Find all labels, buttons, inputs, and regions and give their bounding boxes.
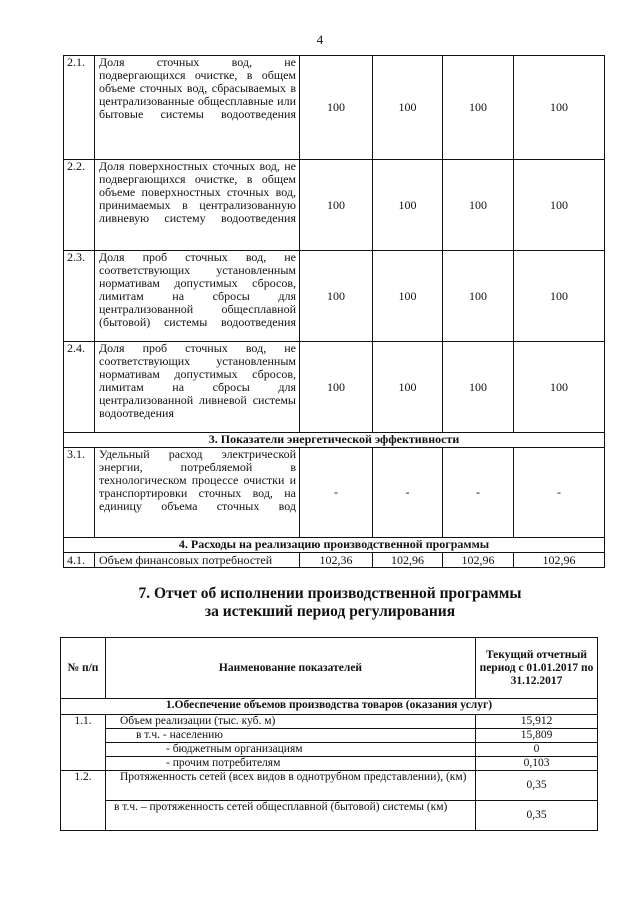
value-cell: 100 <box>300 160 373 251</box>
report-title-line1: 7. Отчет об исполнении производственной программы <box>138 585 522 602</box>
value-cell: 100 <box>443 342 514 433</box>
value-cell: 100 <box>373 342 443 433</box>
table-row <box>64 553 605 568</box>
value-cell: 100 <box>514 251 605 342</box>
value-cell: 102,96 <box>514 553 605 568</box>
value-cell: 102,96 <box>373 553 443 568</box>
indicator-name: Протяженность сетей (всех видов в однотрубном представлении), (км) <box>106 771 476 801</box>
section-header-row <box>64 433 605 448</box>
row-number: 2.1. <box>64 56 95 160</box>
page-number: 4 <box>316 32 324 47</box>
indicator-name: Объем реализации (тыс. куб. м) <box>106 715 476 729</box>
value-cell: 100 <box>300 342 373 433</box>
indicator-name: - бюджетным организациям <box>106 743 476 757</box>
table-row <box>64 448 605 538</box>
row-number: 4.1. <box>64 553 95 568</box>
table-row <box>61 729 598 743</box>
value-cell: 100 <box>514 342 605 433</box>
value-cell: 0,103 <box>476 757 598 771</box>
value-cell: 100 <box>300 56 373 160</box>
value-cell: 100 <box>443 160 514 251</box>
indicator-name: в т.ч. - населению <box>106 729 476 743</box>
column-header-name: Наименование показателей <box>106 638 476 699</box>
table-row <box>64 160 605 251</box>
row-number: 3.1. <box>64 448 95 538</box>
column-header-period: Текущий отчетный период с 01.01.2017 по 31.12.2017 <box>476 638 598 699</box>
section-header-row <box>61 699 598 715</box>
indicators-table-continued <box>63 55 605 568</box>
table-row <box>64 56 605 160</box>
table-row <box>64 251 605 342</box>
value-cell: 100 <box>514 56 605 160</box>
header-row <box>61 638 598 699</box>
row-number: 1.1. <box>61 715 106 771</box>
report-title-line2: за истекший период регулирования <box>204 603 456 620</box>
indicator-name: Доля сточных вод, не подвергающихся очистке, в общем объеме сточных вод, сбрасываемых в централизованные общесплавные или бытовые системы водоотведения <box>95 56 300 160</box>
indicator-name: в т.ч. – протяженность сетей общесплавной (бытовой) системы (км) <box>106 801 476 831</box>
table-row <box>61 801 598 831</box>
value-cell: 100 <box>373 160 443 251</box>
value-cell: 0,35 <box>476 801 598 831</box>
value-cell: 100 <box>300 251 373 342</box>
value-cell: 100 <box>443 56 514 160</box>
indicator-name: Удельный расход электрической энергии, потребляемой в технологическом процессе очистки и транспортировки сточных вод, на единицу объема сточных вод <box>95 448 300 538</box>
table-row <box>61 715 598 729</box>
value-cell: 102,36 <box>300 553 373 568</box>
row-number: 2.4. <box>64 342 95 433</box>
value-cell: - <box>373 448 443 538</box>
value-cell: 15,912 <box>476 715 598 729</box>
value-cell: 0,35 <box>476 771 598 801</box>
value-cell: 100 <box>373 251 443 342</box>
section-title: 3. Показатели энергетической эффективности <box>64 433 605 448</box>
section-header-row <box>64 538 605 553</box>
row-number: 2.3. <box>64 251 95 342</box>
table-row <box>61 743 598 757</box>
table-row <box>61 757 598 771</box>
row-number: 2.2. <box>64 160 95 251</box>
table-row <box>64 342 605 433</box>
value-cell: - <box>443 448 514 538</box>
value-cell: 100 <box>373 56 443 160</box>
report-heading <box>0 585 640 621</box>
indicator-name: Доля проб сточных вод, не соответствующих установленным нормативам допустимых сбросов, лимитам на сбросы для централизованной общесплавной (бытовой) системы водоотведения <box>95 251 300 342</box>
report-table <box>60 637 598 831</box>
value-cell: 100 <box>443 251 514 342</box>
value-cell: - <box>514 448 605 538</box>
section-title: 1.Обеспечение объемов производства товаров (оказания услуг) <box>61 699 598 715</box>
value-cell: - <box>300 448 373 538</box>
indicator-name: Объем финансовых потребностей <box>95 553 300 568</box>
row-number: 1.2. <box>61 771 106 831</box>
value-cell: 100 <box>514 160 605 251</box>
column-header-number: № п/п <box>61 638 106 699</box>
table-row <box>61 771 598 801</box>
indicator-name: Доля поверхностных сточных вод, не подвергающихся очистке, в общем объеме поверхностных сточных вод, принимаемых в централизованную ливневую систему водоотведения <box>95 160 300 251</box>
indicator-name: Доля проб сточных вод, не соответствующих установленным нормативам допустимых сбросов, лимитам на сбросы для централизованной ливневой системы водоотведения <box>95 342 300 433</box>
value-cell: 102,96 <box>443 553 514 568</box>
value-cell: 15,809 <box>476 729 598 743</box>
indicator-name: - прочим потребителям <box>106 757 476 771</box>
section-title: 4. Расходы на реализацию производственной программы <box>64 538 605 553</box>
value-cell: 0 <box>476 743 598 757</box>
